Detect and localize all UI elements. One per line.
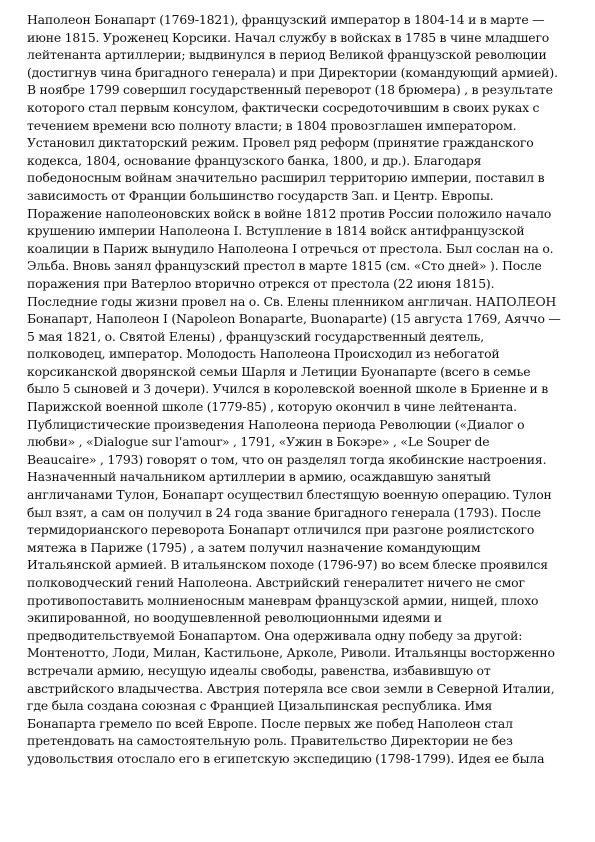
text-line: где была создана союзная с Францией Цизальпинская республика. Имя: [27, 698, 493, 714]
text-line: был взят, а сам он получил в 24 года звание бригадного генерала (1793). После: [27, 504, 541, 520]
text-line: июне 1815. Уроженец Корсики. Начал службу в войсках в 1785 в чине младшего: [27, 29, 550, 45]
text-line: Beaucaire» , 1793) говорят о том, что он разделял тогда якобинские настроения.: [27, 451, 547, 467]
text-line: встречали армию, несущую идеалы свободы, равенства, избавившую от: [27, 662, 491, 678]
text-line: 5 мая 1821, о. Святой Елены) , французский государственный деятель,: [27, 328, 485, 344]
text-line: Назначенный начальником артиллерии в армию, осаждавшую занятый: [27, 469, 491, 485]
text-line: было 5 сыновей и 3 дочери). Учился в королевской военной школе в Бриенне и в: [27, 381, 549, 397]
text-line: мятежа в Париже (1795) , а затем получил назначение командующим: [27, 539, 481, 555]
document-page: [27, 11, 575, 768]
text-line: экипированной, но воодушевленной революционными идеями и: [27, 610, 442, 626]
text-line: любви» , «Dialogue sur l'amour» , 1791, «Ужин в Бокэре» , «Le Souper de: [27, 434, 490, 450]
text-line: зависимость от Франции большинство государств Зап. и Центр. Европы.: [27, 187, 494, 203]
text-line: Бонапарта гремело по всей Европе. После первых же побед Наполеон стал: [27, 715, 513, 731]
text-line: поражения при Ватерлоо вторично отрекся от престола (22 июня 1815).: [27, 275, 495, 291]
text-line: В ноябре 1799 совершил государственный переворот (18 брюмера) , в результате: [27, 82, 553, 98]
text-line: течением времени всю полноту власти; в 1804 провозглашен императором.: [27, 117, 517, 133]
text-line: противопоставить молниеносным маневрам французской армии, нищей, плохо: [27, 592, 539, 608]
text-line: полководец, император. Молодость Наполеона Происходил из небогатой: [27, 346, 500, 362]
document-body-text: [27, 11, 575, 768]
text-line: Парижской военной школе (1779-85) , которую окончил в чине лейтенанта.: [27, 399, 517, 415]
text-line: Публицистические произведения Наполеона периода Революции («Диалог о: [27, 416, 525, 432]
text-line: которого стал первым консулом, фактически сосредоточившим в своих руках с: [27, 99, 540, 115]
text-line: Бонапарт, Наполеон I (Napoleon Bonaparte, Buonaparte) (15 августа 1769, Аяччо —: [27, 311, 561, 327]
text-line: австрийского владычества. Австрия потеряла все свои земли в Северной Италии,: [27, 680, 555, 696]
text-line: предводительствуемой Бонапартом. Она одерживала одну победу за другой:: [27, 627, 523, 643]
text-line: удовольствия отослало его в египетскую экспедицию (1798-1799). Идея ее была: [27, 750, 545, 766]
text-line: победоносным войнам значительно расширил территорию империи, поставил в: [27, 170, 545, 186]
text-line: полководческий гений Наполеона. Австрийский генералитет ничего не смог: [27, 575, 525, 590]
text-line: Эльба. Вновь занял французский престол в марте 1815 (см. «Сто дней» ). После: [27, 258, 542, 274]
text-line: Итальянской армией. В итальянском походе (1796-97) во всем блеске проявился: [27, 557, 548, 573]
text-line: крушению империи Наполеона I. Вступление в 1814 войск антифранцузской: [27, 223, 525, 239]
text-line: Установил диктаторский режим. Провел ряд реформ (принятие гражданского: [27, 135, 534, 151]
text-line: коалиции в Париж вынудило Наполеона I отречься от престола. Был сослан на о.: [27, 240, 554, 256]
text-line: (достигнув чина бригадного генерала) и при Директории (командующий армией).: [27, 64, 558, 80]
text-line: термидорианского переворота Бонапарт отличился при разгоне роялистского: [27, 522, 535, 538]
text-line: Наполеон Бонапарт (1769-1821), французский император в 1804-14 и в марте —: [27, 12, 545, 27]
text-line: англичанами Тулон, Бонапарт осуществил блестящую военную операцию. Тулон: [27, 487, 552, 503]
text-line: кодекса, 1804, основание французского банка, 1800, и др.). Благодаря: [27, 152, 482, 168]
text-line: Поражение наполеоновских войск в войне 1812 против России положило начало: [27, 205, 552, 221]
text-line: корсиканской дворянской семьи Шарля и Летиции Буонапарте (всего в семье: [27, 363, 531, 379]
text-line: Последние годы жизни провел на о. Св. Елены пленником англичан. НАПОЛЕОН: [27, 293, 557, 309]
text-line: лейтенанта артиллерии; выдвинулся в период Великой французской революции: [27, 47, 547, 63]
text-line: Монтенотто, Лоди, Милан, Кастильоне, Арколе, Риволи. Итальянцы восторженно: [27, 645, 555, 661]
text-line: претендовать на самостоятельную роль. Правительство Директории не без: [27, 733, 513, 749]
